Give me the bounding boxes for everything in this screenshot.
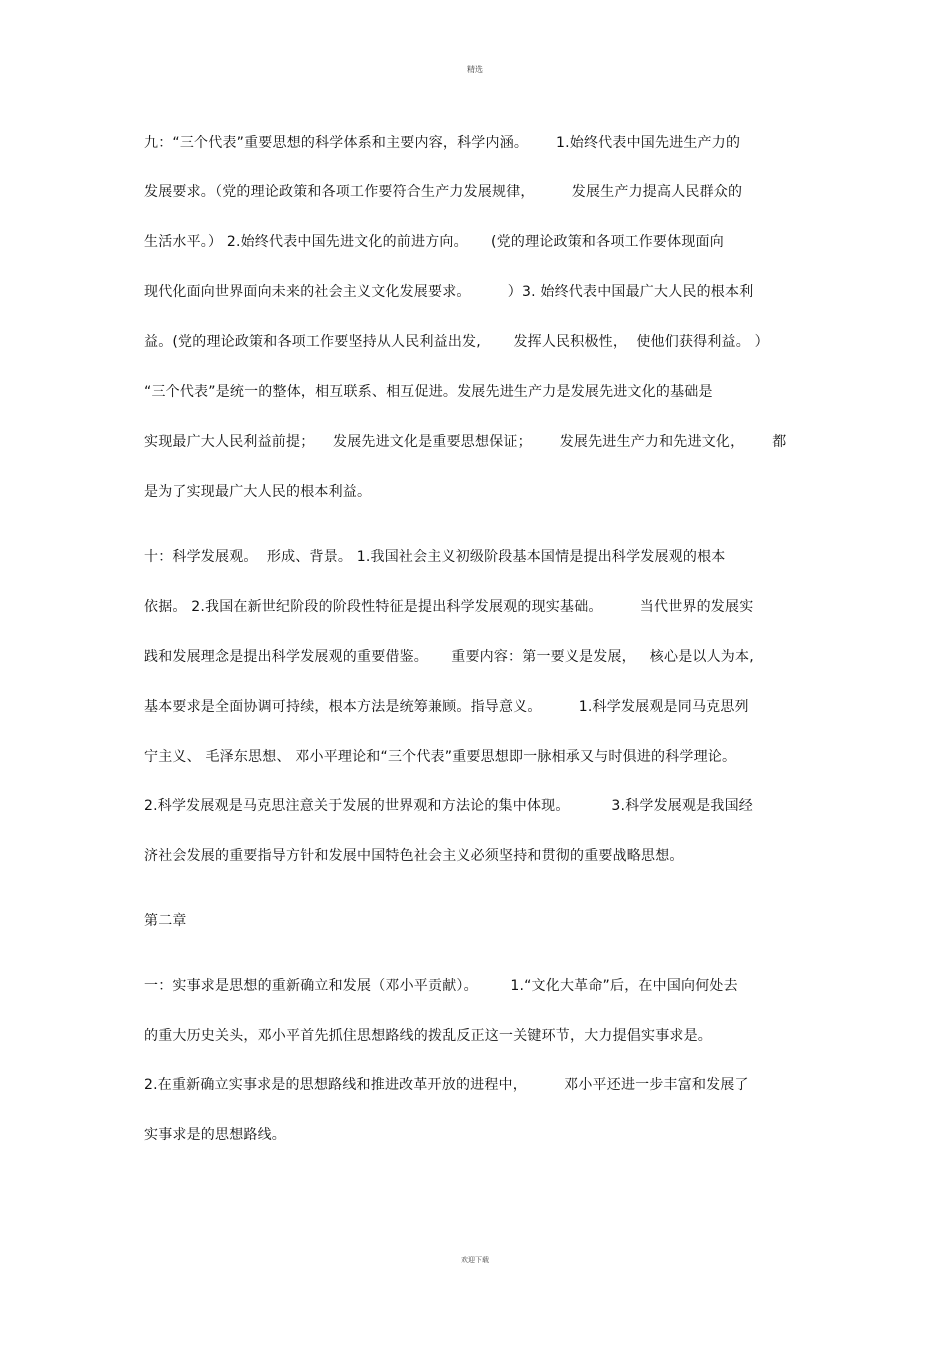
text-line: 2.在重新确立实事求是的思想路线和推进改革开放的进程中， 邓小平还进一步丰富和发展了	[144, 1077, 749, 1093]
text-line: 现代化面向世界面向未来的社会主义文化发展要求。 ）3. 始终代表中国最广大人民的根本利	[144, 284, 754, 300]
text-line: “三个代表”是统一的整体，相互联系、相互促进。发展先进生产力是发展先进文化的基础是	[144, 384, 713, 400]
text-line: 2.科学发展观是马克思注意关于发展的世界观和方法论的集中体现。 3.科学发展观是我国经	[144, 798, 753, 814]
text-line: 发展要求。（党的理论政策和各项工作要符合生产力发展规律， 发展生产力提高人民群众的	[144, 184, 743, 200]
text-line: 益。(党的理论政策和各项工作要坚持从人民利益出发, 发挥人民积极性， 使他们获得利益。 ）	[144, 334, 769, 350]
text-line: 是为了实现最广大人民的根本利益。	[144, 484, 372, 500]
text-line: 的重大历史关头，邓小平首先抓住思想路线的拨乱反正这一关键环节，大力提倡实事求是。	[144, 1028, 712, 1044]
text-line: 践和发展理念是提出科学发展观的重要借鉴。 重要内容：第一要义是发展， 核心是以人为本,	[144, 649, 754, 665]
text-line: 生活水平。） 2.始终代表中国先进文化的前进方向。 (党的理论政策和各项工作要体现面向	[144, 234, 724, 250]
text-line: 一：实事求是思想的重新确立和发展（邓小平贡献）。 1.“文化大革命”后，在中国向何处去	[144, 978, 738, 994]
page-footer: 欢迎下载	[461, 1256, 489, 1264]
text-line: 九：“三个代表”重要思想的科学体系和主要内容，科学内涵。 1.始终代表中国先进生产力的	[144, 135, 741, 151]
text-line: 实现最广大人民利益前提； 发展先进文化是重要思想保证； 发展先进生产力和先进文化， 都	[144, 434, 787, 450]
text-line: 依据。 2.我国在新世纪阶段的阶段性特征是提出科学发展观的现实基础。 当代世界的发展实	[144, 599, 754, 615]
text-line: 济社会发展的重要指导方针和发展中国特色社会主义必须坚持和贯彻的重要战略思想。	[144, 848, 684, 864]
chapter-heading: 第二章	[144, 913, 187, 929]
text-line: 基本要求是全面协调可持续，根本方法是统筹兼顾。指导意义。 1.科学发展观是同马克思列	[144, 699, 749, 715]
text-line: 十：科学发展观。 形成、背景。 1.我国社会主义初级阶段基本国情是提出科学发展观的根本	[144, 549, 726, 565]
page-header: 精选	[467, 65, 483, 74]
text-line: 实事求是的思想路线。	[144, 1127, 286, 1143]
text-line: 宁主义、 毛泽东思想、 邓小平理论和“三个代表”重要思想即一脉相承又与时俱进的科学理论。	[144, 749, 737, 765]
